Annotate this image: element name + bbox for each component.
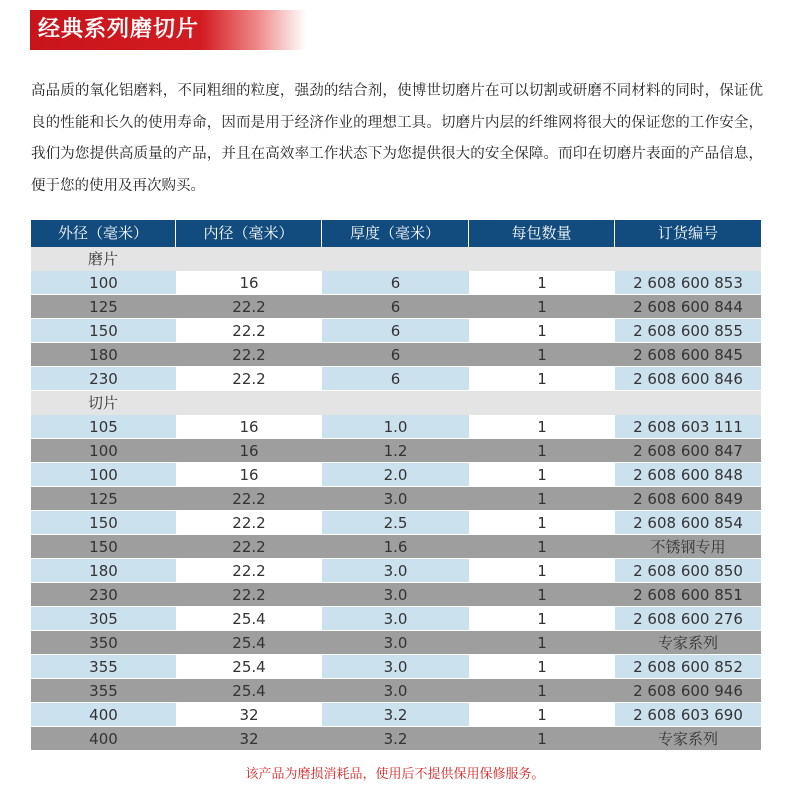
cell-order-number: 2 608 600 848: [615, 463, 761, 487]
cell-order-number: 2 608 600 845: [615, 343, 761, 367]
cell-order-number: 2 608 600 276: [615, 607, 761, 631]
cell-outer-diameter: 180: [31, 343, 176, 367]
cell-order-number: 2 608 600 946: [615, 679, 761, 703]
cell-order-number: 2 608 600 847: [615, 439, 761, 463]
cell-thickness: 3.0: [322, 607, 469, 631]
cell-inner-diameter: 22.2: [176, 367, 322, 391]
cell-thickness: 3.0: [322, 559, 469, 583]
cell-order-number: 2 608 600 852: [615, 655, 761, 679]
section-label: 磨片: [31, 247, 761, 271]
cell-inner-diameter: 16: [176, 271, 322, 295]
intro-paragraph: 高品质的氧化铝磨料，不同粗细的粒度，强劲的结合剂，使博世切磨片在可以切割或研磨不同材料的同时，保证优良的性能和长久的使用寿命，因而是用于经济作业的理想工具。切磨片内层的纤维网将很大的保证您的工作安全，我们为您提供高质量的产品，并且在高效率工作状态下为您提供很大的安全保障。而印在切磨片表面的产品信息，便于您的使用及再次购买。: [31, 83, 763, 194]
cell-order-number: 专家系列: [615, 631, 761, 655]
cell-outer-diameter: 230: [31, 367, 176, 391]
cell-inner-diameter: 25.4: [176, 679, 322, 703]
cell-thickness: 3.0: [322, 655, 469, 679]
cell-inner-diameter: 22.2: [176, 559, 322, 583]
title-banner: [30, 10, 306, 50]
cell-thickness: 1.2: [322, 439, 469, 463]
cell-thickness: 2.0: [322, 463, 469, 487]
cell-outer-diameter: 230: [31, 583, 176, 607]
cell-thickness: 1.6: [322, 535, 469, 559]
cell-pack-quantity: 1: [469, 631, 615, 655]
cell-pack-quantity: 1: [469, 559, 615, 583]
section-label: 切片: [31, 391, 761, 415]
cell-pack-quantity: 1: [469, 679, 615, 703]
cell-inner-diameter: 32: [176, 703, 322, 727]
cell-outer-diameter: 400: [31, 703, 176, 727]
cell-outer-diameter: 100: [31, 463, 176, 487]
cell-pack-quantity: 1: [469, 511, 615, 535]
cell-inner-diameter: 22.2: [176, 583, 322, 607]
cell-pack-quantity: 1: [469, 367, 615, 391]
cell-order-number: 2 608 600 853: [615, 271, 761, 295]
header-outer-diameter: 外径（毫米）: [31, 220, 176, 247]
cell-pack-quantity: 1: [469, 439, 615, 463]
cell-thickness: 6: [322, 271, 469, 295]
cell-thickness: 2.5: [322, 511, 469, 535]
cell-pack-quantity: 1: [469, 487, 615, 511]
cell-pack-quantity: 1: [469, 703, 615, 727]
cell-order-number: 专家系列: [615, 727, 761, 751]
cell-thickness: 3.0: [322, 583, 469, 607]
cell-order-number: 2 608 600 854: [615, 511, 761, 535]
cell-pack-quantity: 1: [469, 295, 615, 319]
cell-pack-quantity: 1: [469, 655, 615, 679]
cell-pack-quantity: 1: [469, 319, 615, 343]
cell-thickness: 3.2: [322, 727, 469, 751]
cell-outer-diameter: 350: [31, 631, 176, 655]
cell-order-number: 2 608 603 690: [615, 703, 761, 727]
cell-outer-diameter: 400: [31, 727, 176, 751]
footnote: 该产品为磨损消耗品，使用后不提供保用保修服务。: [245, 767, 545, 782]
cell-inner-diameter: 25.4: [176, 607, 322, 631]
cell-outer-diameter: 105: [31, 415, 176, 439]
cell-pack-quantity: 1: [469, 607, 615, 631]
cell-thickness: 3.0: [322, 487, 469, 511]
cell-pack-quantity: 1: [469, 535, 615, 559]
cell-inner-diameter: 16: [176, 415, 322, 439]
cell-inner-diameter: 25.4: [176, 631, 322, 655]
page-title: 经典系列磨切片: [38, 17, 200, 42]
header-inner-diameter: 内径（毫米）: [176, 220, 322, 247]
cell-outer-diameter: 100: [31, 271, 176, 295]
cell-pack-quantity: 1: [469, 343, 615, 367]
cell-outer-diameter: 305: [31, 607, 176, 631]
cell-outer-diameter: 180: [31, 559, 176, 583]
cell-thickness: 6: [322, 343, 469, 367]
cell-order-number: 2 608 600 844: [615, 295, 761, 319]
cell-outer-diameter: 125: [31, 487, 176, 511]
cell-inner-diameter: 16: [176, 439, 322, 463]
cell-order-number: 2 608 600 850: [615, 559, 761, 583]
cell-inner-diameter: 22.2: [176, 535, 322, 559]
cell-order-number: 2 608 603 111: [615, 415, 761, 439]
cell-thickness: 1.0: [322, 415, 469, 439]
cell-inner-diameter: 22.2: [176, 343, 322, 367]
cell-thickness: 6: [322, 367, 469, 391]
cell-outer-diameter: 150: [31, 319, 176, 343]
cell-pack-quantity: 1: [469, 727, 615, 751]
cell-thickness: 6: [322, 295, 469, 319]
cell-outer-diameter: 355: [31, 679, 176, 703]
spec-table: [31, 220, 761, 751]
cell-thickness: 3.0: [322, 679, 469, 703]
cell-inner-diameter: 22.2: [176, 511, 322, 535]
cell-pack-quantity: 1: [469, 463, 615, 487]
cell-pack-quantity: 1: [469, 415, 615, 439]
cell-thickness: 6: [322, 319, 469, 343]
cell-thickness: 3.0: [322, 631, 469, 655]
cell-order-number: 2 608 600 855: [615, 319, 761, 343]
cell-pack-quantity: 1: [469, 271, 615, 295]
cell-order-number: 2 608 600 846: [615, 367, 761, 391]
cell-inner-diameter: 25.4: [176, 655, 322, 679]
cell-inner-diameter: 22.2: [176, 319, 322, 343]
cell-outer-diameter: 355: [31, 655, 176, 679]
cell-inner-diameter: 32: [176, 727, 322, 751]
header-thickness: 厚度（毫米）: [322, 220, 469, 247]
cell-inner-diameter: 22.2: [176, 487, 322, 511]
cell-outer-diameter: 150: [31, 535, 176, 559]
header-pack-quantity: 每包数量: [469, 220, 615, 247]
cell-order-number: 2 608 600 851: [615, 583, 761, 607]
header-order-number: 订货编号: [615, 220, 761, 247]
cell-order-number: 不锈钢专用: [615, 535, 761, 559]
cell-thickness: 3.2: [322, 703, 469, 727]
cell-inner-diameter: 22.2: [176, 295, 322, 319]
cell-inner-diameter: 16: [176, 463, 322, 487]
cell-pack-quantity: 1: [469, 583, 615, 607]
cell-order-number: 2 608 600 849: [615, 487, 761, 511]
cell-outer-diameter: 125: [31, 295, 176, 319]
cell-outer-diameter: 150: [31, 511, 176, 535]
cell-outer-diameter: 100: [31, 439, 176, 463]
